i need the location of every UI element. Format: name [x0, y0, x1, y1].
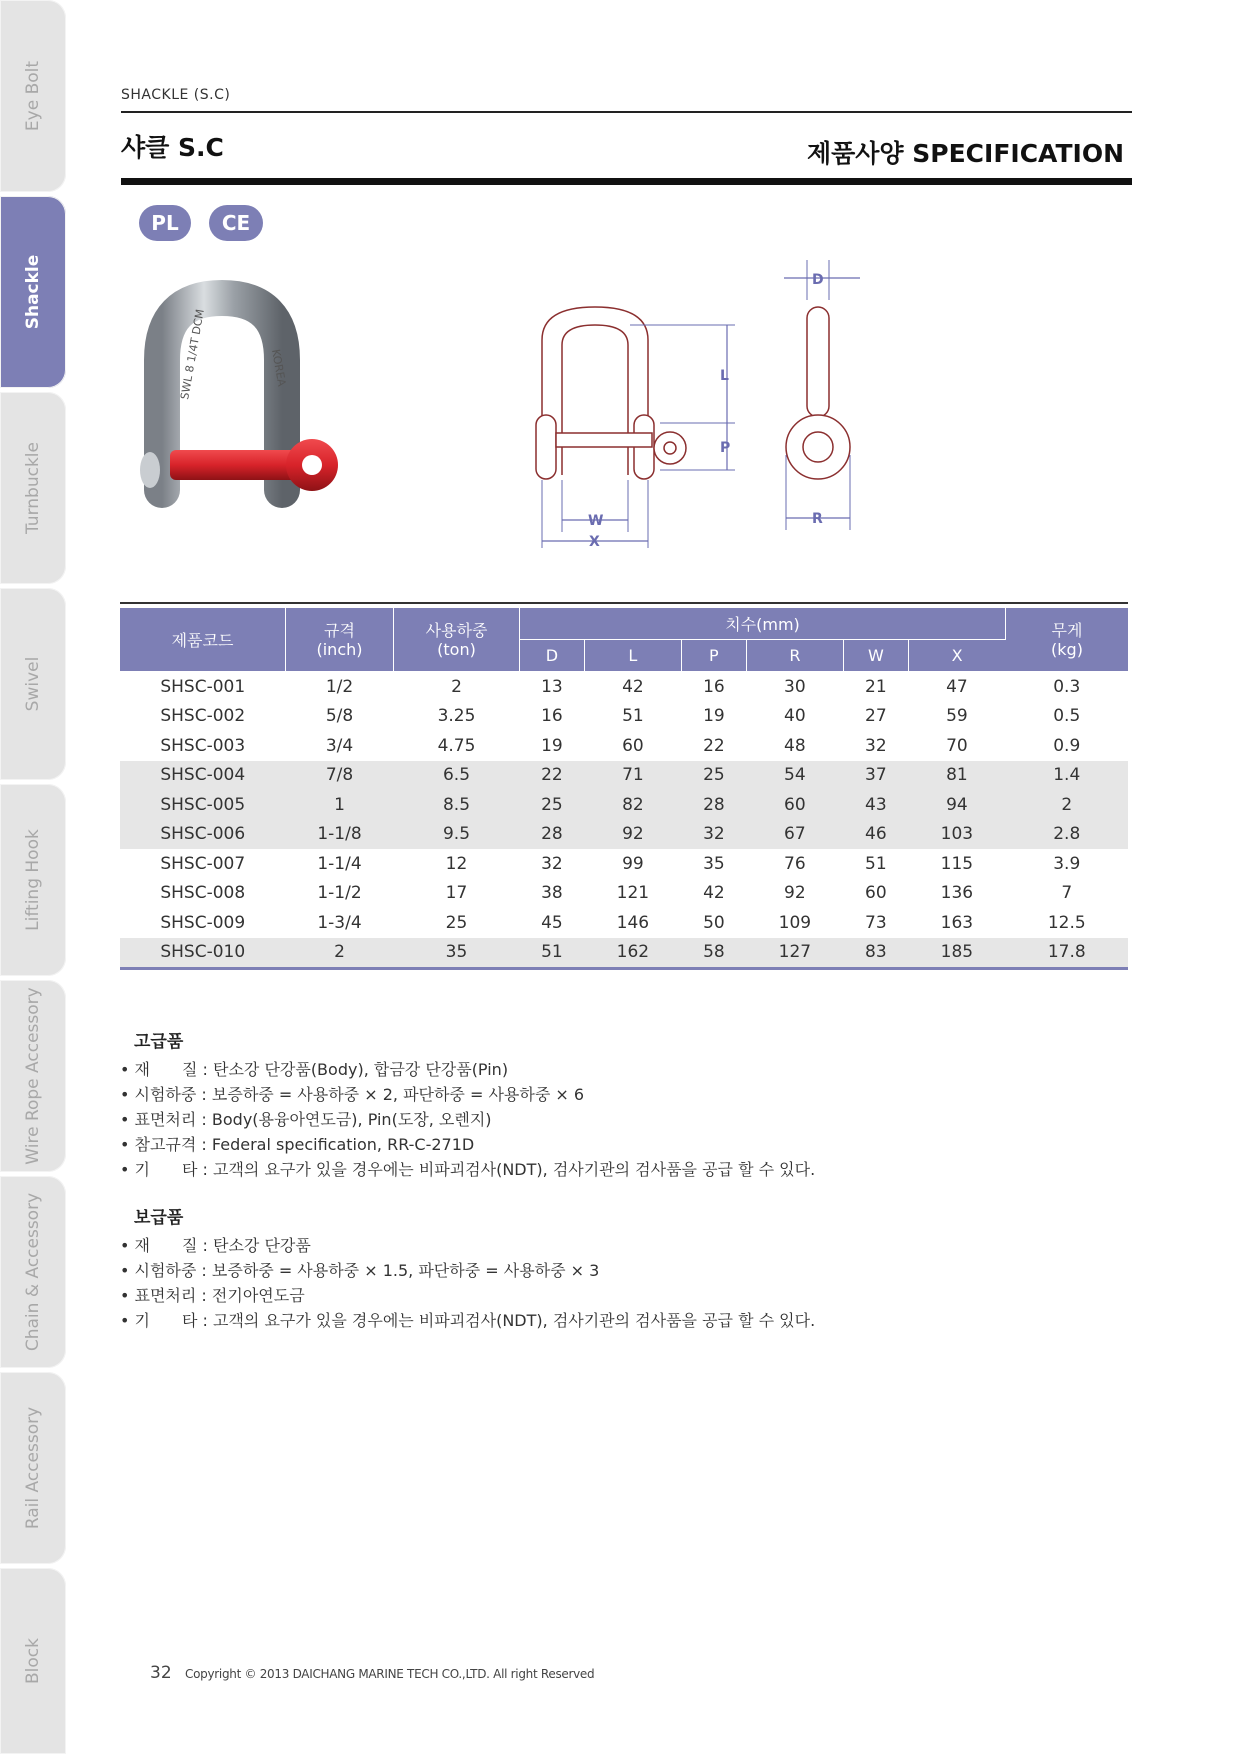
product-notes	[120, 1030, 815, 1333]
cell-x: 115	[940, 853, 974, 874]
cell-weight: 0.3	[1053, 676, 1081, 697]
side-tab-label: Swivel	[23, 656, 43, 712]
page-title: 샤클 S.C	[121, 133, 224, 162]
cell-l: 162	[584, 938, 681, 969]
col-header-x: X	[908, 640, 1005, 672]
cell-x: 94	[908, 790, 1005, 820]
cell-code: SHSC-009	[160, 912, 246, 933]
cell-d: 16	[541, 706, 563, 727]
dimension-label-d: D	[812, 272, 824, 288]
cell-load: 35	[394, 938, 520, 969]
premium-surface: • 표면처리 : Body(용융아연도금), Pin(도장, 오렌지)	[120, 1110, 492, 1129]
cell-r: 76	[784, 853, 806, 874]
cell-x: 59	[946, 706, 968, 727]
side-tab-shackle[interactable]	[0, 196, 66, 388]
pl-badge-icon: PL	[139, 205, 191, 241]
dimension-label-x: X	[589, 534, 600, 550]
cell-w: 83	[843, 938, 908, 969]
cell-w: 46	[843, 820, 908, 850]
cell-d: 28	[520, 820, 585, 850]
cell-d: 32	[541, 853, 563, 874]
cell-size: 1-3/4	[317, 912, 362, 933]
cell-w: 60	[865, 883, 887, 904]
side-tab-rail-accessory[interactable]	[0, 1372, 66, 1564]
cell-p: 42	[703, 883, 725, 904]
cell-w: 51	[865, 853, 887, 874]
cell-weight: 0.5	[1053, 706, 1081, 727]
cell-size: 1-1/4	[317, 853, 362, 874]
dimension-label-p: P	[720, 440, 731, 456]
col-header-w: W	[843, 640, 908, 672]
col-header-size: 규격 (inch)	[286, 608, 394, 672]
cell-code: SHSC-002	[160, 706, 246, 727]
cell-r: 60	[746, 790, 843, 820]
cell-weight: 7	[1061, 883, 1073, 904]
cell-weight: 1.4	[1006, 761, 1129, 791]
cell-d: 19	[541, 735, 563, 756]
cell-r: 30	[784, 676, 806, 697]
cell-p: 22	[703, 735, 725, 756]
cell-load: 2	[451, 676, 462, 697]
cell-p: 32	[681, 820, 746, 850]
col-header-r: R	[746, 640, 843, 672]
table-row	[120, 908, 1128, 938]
cell-l: 82	[584, 790, 681, 820]
dimension-label-w: W	[588, 513, 604, 529]
shackle-photo	[140, 280, 380, 530]
side-tab-swivel[interactable]	[0, 588, 66, 780]
cell-size: 5/8	[325, 706, 354, 727]
cell-d: 38	[541, 883, 563, 904]
table-row	[120, 849, 1128, 879]
svg-text:KOREA: KOREA	[269, 348, 289, 388]
side-tab-label: Shackle	[23, 254, 43, 330]
cell-x: 163	[940, 912, 974, 933]
col-header-d: D	[520, 640, 585, 672]
cell-weight: 17.8	[1006, 938, 1129, 969]
cell-l: 51	[622, 706, 644, 727]
cell-p: 16	[703, 676, 725, 697]
cell-r: 40	[784, 706, 806, 727]
cell-d: 45	[541, 912, 563, 933]
table-top-rule	[120, 602, 1128, 604]
cell-l: 71	[584, 761, 681, 791]
cell-weight: 0.9	[1053, 735, 1081, 756]
cell-x: 136	[940, 883, 974, 904]
col-header-dimensions: 치수(mm)	[520, 608, 1006, 640]
specification-table	[120, 608, 1128, 970]
col-header-load: 사용하중 (ton)	[394, 608, 520, 672]
col-header-code: 제품코드	[120, 608, 286, 672]
cell-r: 127	[746, 938, 843, 969]
cell-w: 21	[865, 676, 887, 697]
cell-weight: 3.9	[1053, 853, 1081, 874]
standard-test-load: • 시험하중 : 보증하중 = 사용하중 × 1.5, 파단하중 = 사용하중 × 3	[120, 1261, 600, 1280]
standard-other: • 기 타 : 고객의 요구가 있을 경우에는 비파괴검사(NDT), 검사기관의 검사품을 공급 할 수 있다.	[120, 1311, 816, 1330]
breadcrumb: SHACKLE (S.C)	[121, 87, 231, 103]
cell-load: 25	[445, 912, 468, 933]
cell-l: 60	[622, 735, 644, 756]
page-number: 32	[150, 1663, 172, 1683]
side-tab-label: Block	[23, 1638, 43, 1684]
side-tab-label: Wire Rope Accessory	[23, 987, 43, 1165]
premium-heading: 고급품	[134, 1032, 184, 1052]
cell-w: 73	[865, 912, 887, 933]
cell-load: 17	[445, 883, 468, 904]
table-row	[120, 672, 1128, 702]
side-tab-label: Lifting Hook	[23, 829, 43, 931]
cell-x: 103	[908, 820, 1005, 850]
cell-d: 22	[520, 761, 585, 791]
table-row	[120, 879, 1128, 909]
cell-code: SHSC-010	[120, 938, 286, 969]
cell-size: 1-1/2	[317, 883, 362, 904]
svg-text:SWL 8 1/4T DCM: SWL 8 1/4T DCM	[178, 308, 207, 401]
side-tab-chain-accessory[interactable]	[0, 1176, 66, 1368]
side-tab-label: Eye Bolt	[23, 60, 43, 132]
cell-p: 25	[681, 761, 746, 791]
cell-p: 50	[703, 912, 725, 933]
standard-surface: • 표면처리 : 전기아연도금	[120, 1286, 305, 1305]
cell-code: SHSC-004	[120, 761, 286, 791]
cell-code: SHSC-008	[160, 883, 246, 904]
table-row	[120, 731, 1128, 761]
cell-code: SHSC-006	[120, 820, 286, 850]
cell-l: 121	[616, 883, 650, 904]
cell-x: 70	[946, 735, 968, 756]
cell-size: 2	[286, 938, 394, 969]
cell-p: 19	[703, 706, 725, 727]
cell-code: SHSC-003	[160, 735, 246, 756]
cell-w: 43	[843, 790, 908, 820]
cell-code: SHSC-001	[160, 676, 246, 697]
side-navigation	[0, 0, 66, 1754]
cell-load: 4.75	[437, 735, 476, 756]
premium-other: • 기 타 : 고객의 요구가 있을 경우에는 비파괴검사(NDT), 검사기관의 검사품을 공급 할 수 있다.	[120, 1160, 816, 1179]
cell-size: 1-1/8	[286, 820, 394, 850]
footer	[150, 1663, 594, 1683]
side-tab-label: Chain & Accessory	[23, 1192, 43, 1352]
cell-d: 13	[541, 676, 563, 697]
cell-r: 67	[746, 820, 843, 850]
table-row	[120, 820, 1128, 850]
side-tab-turnbuckle[interactable]	[0, 392, 66, 584]
side-tab-label: Rail Accessory	[23, 1406, 43, 1530]
dimension-label-l: L	[720, 368, 729, 384]
cell-weight: 2	[1006, 790, 1129, 820]
cell-r: 109	[778, 912, 812, 933]
col-header-l: L	[584, 640, 681, 672]
cell-x: 47	[946, 676, 968, 697]
table-row	[120, 790, 1128, 820]
shackle-dimension-drawing	[520, 260, 880, 550]
table-row	[120, 761, 1128, 791]
side-tab-wire-rope-accessory[interactable]	[0, 980, 66, 1172]
cell-w: 27	[865, 706, 887, 727]
side-tab-block[interactable]	[0, 1568, 66, 1754]
cell-d: 51	[520, 938, 585, 969]
premium-material: • 재 질 : 탄소강 단강품(Body), 합금강 단강품(Pin)	[120, 1060, 509, 1079]
cell-r: 54	[746, 761, 843, 791]
ce-badge-icon: CE	[209, 205, 263, 241]
premium-test-load: • 시험하중 : 보증하중 = 사용하중 × 2, 파단하중 = 사용하중 × 6	[120, 1085, 585, 1104]
cell-load: 6.5	[394, 761, 520, 791]
cell-code: SHSC-007	[160, 853, 246, 874]
cell-d: 25	[520, 790, 585, 820]
col-header-p: P	[681, 640, 746, 672]
cell-code: SHSC-005	[120, 790, 286, 820]
cell-p: 58	[681, 938, 746, 969]
cell-l: 42	[622, 676, 644, 697]
cell-p: 35	[703, 853, 725, 874]
cell-weight: 12.5	[1047, 912, 1086, 933]
cell-size: 1	[286, 790, 394, 820]
cell-load: 12	[445, 853, 468, 874]
cell-l: 99	[622, 853, 644, 874]
table-row	[120, 938, 1128, 969]
cell-size: 1/2	[325, 676, 354, 697]
cell-l: 146	[616, 912, 650, 933]
header-thick-divider	[121, 178, 1132, 185]
side-tab-label: Turnbuckle	[23, 442, 43, 534]
header-divider	[121, 111, 1132, 113]
col-header-weight: 무게 (kg)	[1006, 608, 1129, 672]
dimension-label-r: R	[812, 511, 823, 527]
cell-x: 185	[908, 938, 1005, 969]
cell-w: 32	[865, 735, 887, 756]
cell-r: 92	[784, 883, 806, 904]
cell-size: 3/4	[325, 735, 354, 756]
cell-load: 3.25	[437, 706, 476, 727]
cell-load: 9.5	[394, 820, 520, 850]
premium-reference: • 참고규격 : Federal specification, RR-C-271D	[120, 1135, 475, 1154]
cell-x: 81	[908, 761, 1005, 791]
cell-w: 37	[843, 761, 908, 791]
standard-material: • 재 질 : 탄소강 단강품	[120, 1236, 311, 1255]
cell-size: 7/8	[286, 761, 394, 791]
table-row	[120, 702, 1128, 732]
cell-p: 28	[681, 790, 746, 820]
cell-load: 8.5	[394, 790, 520, 820]
specification-title: 제품사양 SPECIFICATION	[806, 139, 1124, 168]
copyright: Copyright © 2013 DAICHANG MARINE TECH CO.,LTD. All right Reserved	[185, 1667, 595, 1681]
cell-l: 92	[584, 820, 681, 850]
cell-r: 48	[784, 735, 806, 756]
cell-weight: 2.8	[1006, 820, 1129, 850]
standard-heading: 보급품	[134, 1208, 184, 1228]
side-tab-eye-bolt[interactable]	[0, 0, 66, 192]
side-tab-lifting-hook[interactable]	[0, 784, 66, 976]
